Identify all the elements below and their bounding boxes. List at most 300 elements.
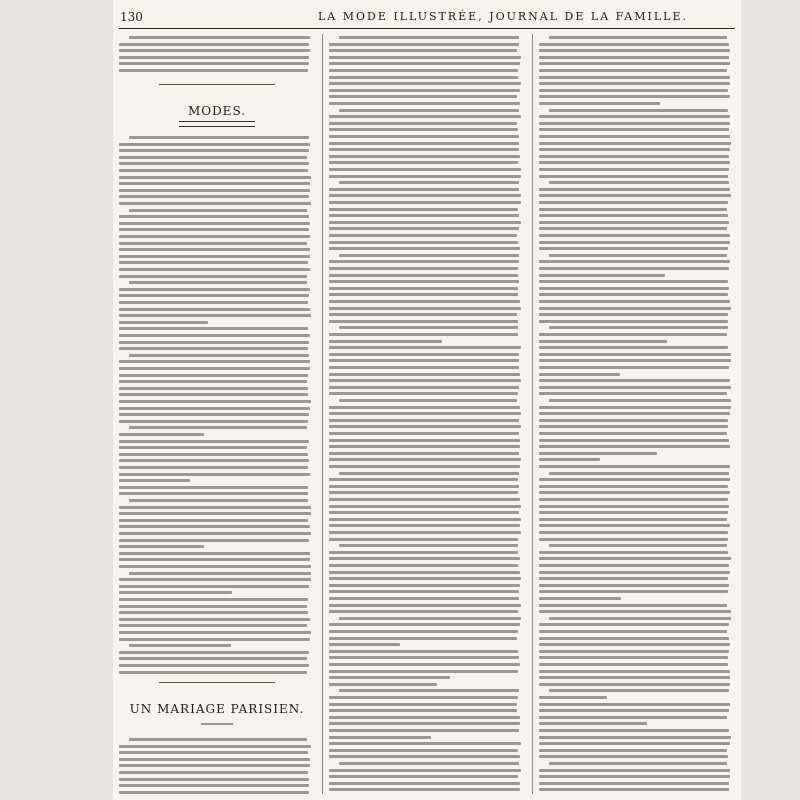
text-line — [329, 656, 519, 659]
text-line — [539, 194, 731, 197]
text-line — [119, 440, 309, 443]
text-line — [329, 630, 518, 633]
text-line — [329, 465, 520, 468]
text-line — [329, 69, 518, 72]
text-line — [119, 56, 309, 59]
text-line — [119, 407, 310, 410]
text-line — [539, 676, 730, 679]
text-line — [329, 115, 521, 118]
text-line — [119, 473, 310, 476]
text-line — [329, 597, 519, 600]
text-line — [119, 591, 232, 594]
text-line — [539, 518, 727, 521]
text-line — [329, 267, 518, 270]
text-line — [539, 538, 728, 541]
article-heading-mariage: UN MARIAGE PARISIEN. — [129, 702, 305, 716]
text-line — [329, 531, 521, 534]
text-line — [119, 778, 309, 781]
text-line — [119, 771, 308, 774]
text-line — [329, 155, 520, 158]
text-line — [329, 729, 519, 732]
text-line — [539, 201, 728, 204]
text-line — [329, 227, 519, 230]
text-line — [539, 577, 728, 580]
text-line — [539, 775, 730, 778]
column-2 — [329, 34, 525, 796]
text-line — [539, 43, 729, 46]
text-line — [329, 742, 521, 745]
text-line — [539, 584, 729, 587]
text-line — [119, 492, 308, 495]
text-line — [119, 512, 311, 515]
text-line — [539, 82, 730, 85]
text-line — [329, 458, 521, 461]
text-line — [539, 564, 729, 567]
text-line — [539, 89, 728, 92]
text-line — [549, 689, 729, 692]
text-line — [539, 274, 665, 277]
text-line — [539, 637, 729, 640]
text-line — [129, 426, 307, 429]
text-line — [329, 663, 520, 666]
text-line — [119, 657, 307, 660]
text-line — [329, 353, 519, 356]
text-line — [119, 486, 308, 489]
text-line — [539, 630, 727, 633]
text-line — [539, 142, 731, 145]
text-line — [119, 664, 309, 667]
text-line — [539, 696, 607, 699]
text-line — [119, 314, 311, 317]
text-line — [329, 340, 442, 343]
text-line — [329, 142, 519, 145]
text-line — [539, 722, 647, 725]
text-line — [329, 670, 518, 673]
text-line — [119, 764, 310, 767]
text-line — [119, 784, 309, 787]
text-line — [329, 623, 520, 626]
text-line — [549, 472, 729, 475]
text-line — [539, 148, 730, 151]
text-line — [329, 168, 521, 171]
text-line — [539, 485, 728, 488]
text-line — [549, 109, 728, 112]
column-3-text — [539, 34, 735, 794]
text-line — [539, 320, 728, 323]
text-line — [119, 275, 307, 278]
text-line — [549, 617, 731, 620]
text-line — [119, 611, 308, 614]
text-line — [539, 313, 728, 316]
text-line — [539, 505, 729, 508]
text-line — [119, 433, 204, 436]
text-line — [539, 373, 620, 376]
text-line — [119, 341, 309, 344]
text-line — [329, 571, 520, 574]
text-line — [539, 491, 730, 494]
text-line — [339, 617, 521, 620]
column-1-intro-text — [119, 34, 315, 78]
text-line — [329, 102, 520, 105]
text-line — [539, 656, 728, 659]
text-line — [539, 439, 729, 442]
text-line — [119, 745, 311, 748]
text-line — [329, 274, 518, 277]
text-line — [329, 386, 519, 389]
text-line — [539, 247, 728, 250]
text-line — [539, 379, 730, 382]
text-line — [539, 445, 730, 448]
text-line — [329, 373, 520, 376]
text-line — [329, 76, 518, 79]
text-line — [539, 267, 729, 270]
text-line — [119, 393, 308, 396]
text-line — [329, 703, 517, 706]
text-line — [119, 532, 311, 535]
text-line — [119, 242, 307, 245]
text-line — [539, 703, 730, 706]
text-line — [539, 511, 728, 514]
text-line — [119, 360, 310, 363]
text-line — [329, 241, 518, 244]
text-line — [539, 458, 600, 461]
text-line — [539, 709, 729, 712]
text-line — [329, 161, 518, 164]
text-line — [539, 769, 730, 772]
text-line — [329, 148, 519, 151]
text-line — [119, 585, 309, 588]
text-line — [329, 584, 520, 587]
text-line — [329, 485, 519, 488]
text-line — [539, 392, 727, 395]
text-line — [539, 465, 730, 468]
text-line — [119, 479, 190, 482]
text-line — [539, 333, 727, 336]
text-line — [539, 386, 731, 389]
text-line — [329, 82, 521, 85]
text-line — [539, 155, 729, 158]
text-line — [339, 399, 517, 402]
text-line — [329, 491, 518, 494]
text-line — [329, 425, 521, 428]
text-line — [329, 432, 519, 435]
text-line — [119, 176, 311, 179]
text-line — [329, 89, 520, 92]
text-line — [539, 188, 730, 191]
text-line — [329, 452, 519, 455]
text-line — [539, 208, 727, 211]
text-line — [119, 453, 308, 456]
text-line — [329, 287, 518, 290]
text-line — [119, 758, 310, 761]
text-line — [539, 478, 730, 481]
text-line — [329, 313, 517, 316]
text-line — [119, 751, 308, 754]
text-line — [549, 326, 728, 329]
text-line — [329, 577, 521, 580]
text-line — [539, 749, 727, 752]
text-line — [119, 195, 309, 198]
text-line — [329, 333, 518, 336]
column-2-text — [329, 34, 525, 794]
text-line — [539, 663, 728, 666]
text-line — [119, 631, 311, 634]
text-line — [539, 69, 727, 72]
text-line — [329, 293, 518, 296]
text-line — [539, 551, 728, 554]
text-line — [329, 637, 517, 640]
text-line — [329, 194, 521, 197]
text-line — [539, 353, 731, 356]
text-line — [129, 572, 311, 575]
text-line — [329, 676, 450, 679]
text-line — [549, 762, 727, 765]
text-line — [129, 36, 310, 39]
text-line — [329, 683, 437, 686]
text-line — [329, 359, 519, 362]
text-line — [549, 36, 727, 39]
text-line — [129, 354, 309, 357]
text-line — [119, 506, 311, 509]
text-line — [339, 109, 519, 112]
text-line — [539, 280, 728, 283]
text-line — [119, 413, 309, 416]
text-line — [329, 300, 520, 303]
text-line — [119, 162, 309, 165]
text-line — [119, 255, 310, 258]
text-line — [329, 175, 521, 178]
text-line — [119, 539, 309, 542]
text-line — [539, 241, 730, 244]
text-line — [329, 419, 519, 422]
text-line — [119, 618, 310, 621]
text-line — [329, 320, 518, 323]
text-line — [329, 214, 519, 217]
text-line — [119, 169, 308, 172]
text-line — [539, 597, 621, 600]
text-line — [119, 545, 204, 548]
text-line — [129, 136, 309, 139]
text-line — [539, 128, 729, 131]
article-separator — [159, 682, 275, 683]
text-line — [119, 321, 208, 324]
text-line — [339, 254, 519, 257]
text-line — [539, 95, 730, 98]
text-line — [119, 228, 309, 231]
text-line — [119, 43, 309, 46]
text-line — [119, 202, 311, 205]
heading-ornament — [179, 121, 255, 127]
text-line — [329, 280, 519, 283]
column-rule — [532, 34, 533, 794]
running-title: LA MODE ILLUSTRÉE, JOURNAL DE LA FAMILLE. — [317, 10, 688, 23]
text-line — [329, 445, 520, 448]
text-line — [539, 412, 730, 415]
text-line — [549, 399, 731, 402]
text-line — [119, 261, 308, 264]
text-line — [329, 505, 521, 508]
text-line — [339, 762, 519, 765]
text-line — [329, 234, 517, 237]
text-line — [339, 36, 519, 39]
text-line — [119, 143, 310, 146]
text-line — [129, 644, 231, 647]
text-line — [539, 590, 728, 593]
text-line — [119, 189, 310, 192]
text-line — [329, 709, 517, 712]
text-line — [539, 643, 730, 646]
text-line — [539, 227, 727, 230]
text-line — [329, 716, 520, 719]
text-line — [119, 525, 310, 528]
text-line — [329, 412, 521, 415]
text-line — [339, 544, 518, 547]
text-line — [539, 234, 730, 237]
text-line — [119, 380, 307, 383]
text-line — [119, 347, 308, 350]
text-line — [539, 755, 728, 758]
text-line — [119, 578, 311, 581]
text-line — [539, 49, 730, 52]
article-mariage-body — [119, 736, 315, 794]
text-line — [329, 366, 519, 369]
column-rule — [322, 34, 323, 794]
text-line — [539, 531, 728, 534]
text-line — [329, 511, 519, 514]
text-line — [329, 392, 518, 395]
text-line — [119, 301, 308, 304]
text-line — [119, 327, 308, 330]
text-line — [329, 128, 518, 131]
text-line — [539, 782, 729, 785]
text-line — [329, 696, 518, 699]
text-line — [539, 56, 729, 59]
text-line — [119, 605, 307, 608]
text-line — [119, 149, 309, 152]
text-line — [539, 419, 728, 422]
text-line — [129, 209, 307, 212]
text-line — [539, 122, 730, 125]
text-line — [539, 168, 729, 171]
text-line — [119, 294, 309, 297]
text-line — [329, 775, 518, 778]
column-1 — [119, 34, 315, 796]
text-line — [539, 161, 730, 164]
text-line — [119, 288, 310, 291]
text-line — [329, 95, 517, 98]
text-line — [329, 782, 520, 785]
text-line — [539, 175, 728, 178]
text-line — [329, 722, 520, 725]
journal-page — [113, 0, 741, 800]
text-line — [539, 300, 730, 303]
text-line — [339, 689, 519, 692]
text-line — [119, 671, 307, 674]
text-line — [539, 432, 727, 435]
heading-sub-mark — [201, 723, 233, 725]
text-line — [329, 643, 400, 646]
text-line — [329, 788, 520, 791]
text-line — [539, 498, 728, 501]
text-line — [539, 670, 730, 673]
text-line — [539, 557, 731, 560]
text-line — [329, 524, 520, 527]
text-line — [539, 102, 660, 105]
text-line — [329, 208, 518, 211]
text-line — [539, 406, 731, 409]
text-line — [539, 214, 728, 217]
article-modes-body — [119, 134, 315, 674]
text-line — [329, 56, 521, 59]
text-line — [329, 260, 519, 263]
text-line — [119, 49, 310, 52]
text-line — [329, 43, 519, 46]
text-line — [539, 571, 730, 574]
text-line — [119, 268, 310, 271]
text-line — [539, 76, 730, 79]
text-line — [119, 638, 310, 641]
text-line — [329, 590, 519, 593]
text-line — [339, 472, 519, 475]
text-line — [119, 248, 310, 251]
text-line — [119, 791, 309, 794]
text-line — [329, 604, 521, 607]
text-line — [539, 729, 729, 732]
text-line — [549, 181, 729, 184]
text-line — [119, 558, 310, 561]
text-line — [339, 181, 519, 184]
text-line — [119, 466, 308, 469]
text-line — [539, 135, 730, 138]
text-line — [539, 115, 730, 118]
text-line — [329, 221, 521, 224]
text-line — [119, 222, 310, 225]
text-line — [539, 346, 728, 349]
column-3 — [539, 34, 735, 796]
text-line — [549, 254, 727, 257]
text-line — [329, 769, 521, 772]
text-line — [119, 308, 310, 311]
text-line — [539, 340, 667, 343]
text-line — [129, 281, 307, 284]
article-heading-modes: MODES. — [187, 104, 247, 118]
text-line — [329, 610, 518, 613]
text-line — [329, 564, 518, 567]
text-line — [119, 651, 309, 654]
text-line — [329, 247, 520, 250]
text-line — [329, 122, 517, 125]
text-line — [329, 439, 520, 442]
text-line — [539, 366, 729, 369]
text-line — [539, 736, 731, 739]
article-separator — [159, 84, 275, 85]
text-line — [329, 749, 518, 752]
text-line — [119, 624, 307, 627]
page-header — [113, 10, 741, 28]
text-line — [119, 235, 310, 238]
text-line — [539, 604, 727, 607]
text-line — [119, 69, 308, 72]
text-line — [329, 201, 521, 204]
header-rule — [119, 28, 735, 29]
text-line — [129, 499, 308, 502]
text-line — [539, 293, 728, 296]
text-line — [539, 623, 729, 626]
text-line — [119, 459, 309, 462]
text-line — [119, 334, 310, 337]
text-line — [329, 406, 520, 409]
text-line — [119, 387, 308, 390]
